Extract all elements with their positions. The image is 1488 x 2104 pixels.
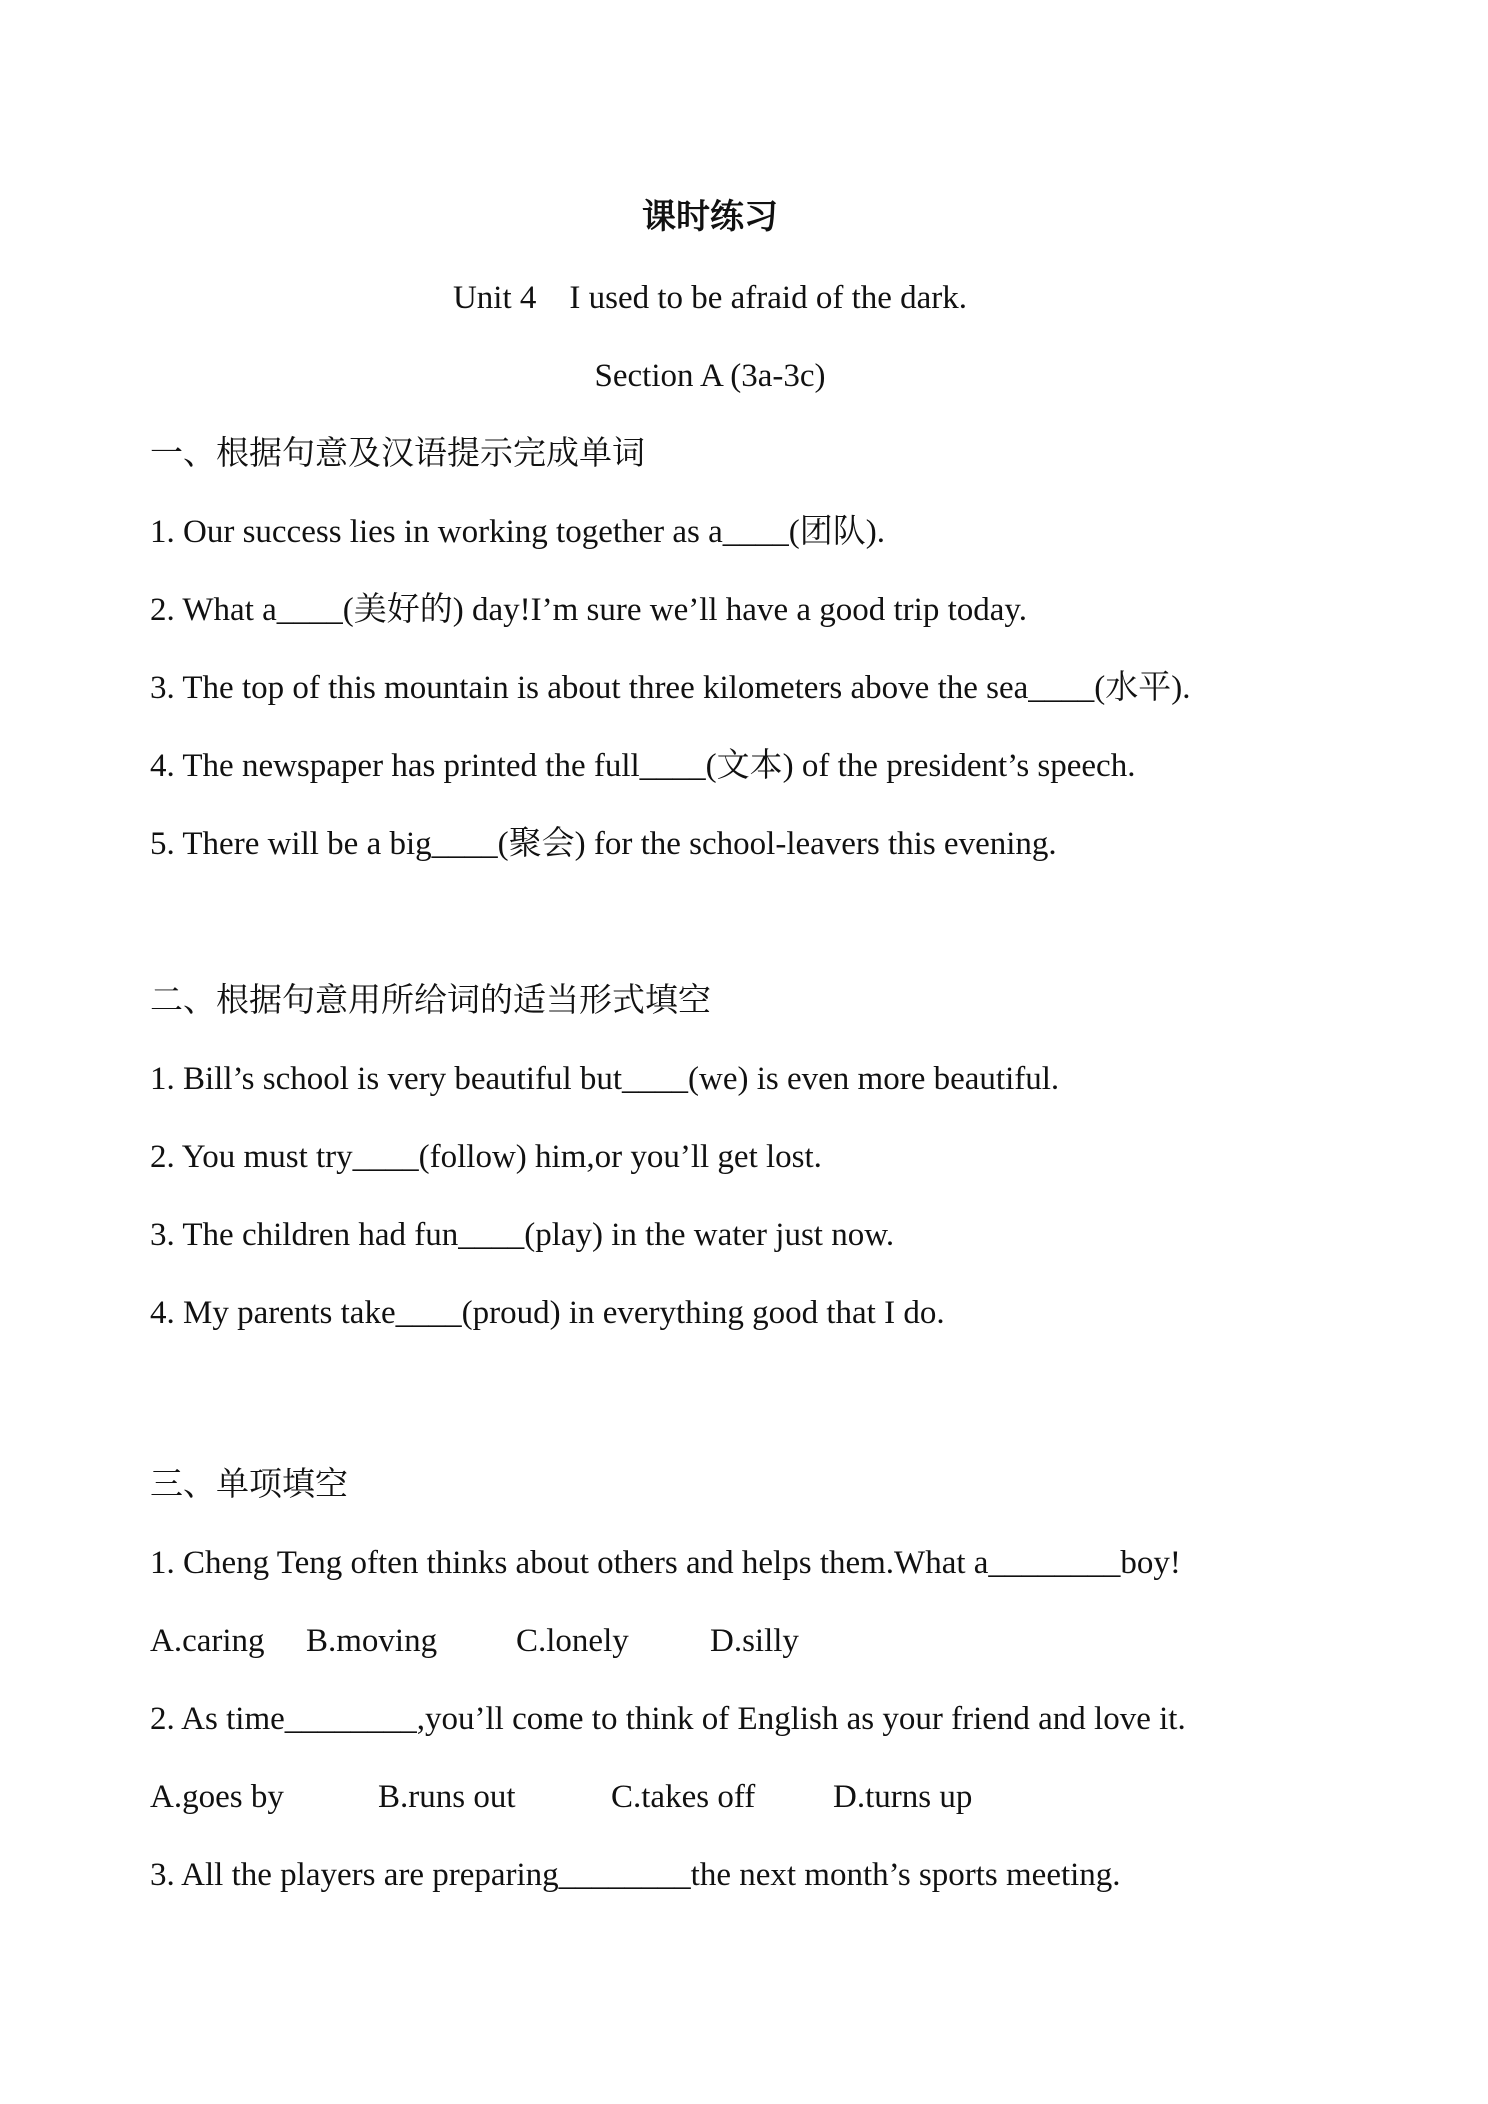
part2-item: 2. You must try____(follow) him,or you’ll get lost. [150, 1139, 822, 1175]
unit-title: Unit 4 I used to be afraid of the dark. [452, 280, 968, 316]
part2-item: 4. My parents take____(proud) in everything good that I do. [150, 1295, 945, 1331]
q1-option-c: C.lonely [516, 1623, 629, 1659]
q1-option-b: B.moving [306, 1623, 438, 1659]
part1-item: 4. The newspaper has printed the full____(文本) of the president’s speech. [150, 748, 1136, 784]
part3-question-stem: 2. As time________,you’ll come to think of English as your friend and love it. [150, 1701, 1186, 1737]
part1-heading: 一、根据句意及汉语提示完成单词 [150, 436, 645, 472]
q1-option-a: A.caring [150, 1623, 265, 1659]
part1-item: 5. There will be a big____(聚会) for the school-leavers this evening. [150, 826, 1057, 862]
q2-option-a: A.goes by [150, 1779, 284, 1815]
part2-item: 3. The children had fun____(play) in the water just now. [150, 1217, 895, 1253]
part1-item: 3. The top of this mountain is about three kilometers above the sea____(水平). [150, 670, 1191, 706]
q2-option-b: B.runs out [378, 1779, 516, 1815]
section-title: Section A (3a-3c) [594, 358, 826, 394]
part3-question-stem: 1. Cheng Teng often thinks about others and helps them.What a________boy! [150, 1545, 1181, 1581]
q1-option-d: D.silly [710, 1623, 799, 1659]
part2-heading: 二、根据句意用所给词的适当形式填空 [150, 983, 711, 1019]
part1-item: 1. Our success lies in working together as a____(团队). [150, 514, 886, 550]
document-title: 课时练习 [642, 199, 778, 236]
part3-heading: 三、单项填空 [150, 1467, 348, 1503]
part1-item: 2. What a____(美好的) day!I’m sure we’ll have a good trip today. [150, 592, 1027, 628]
part2-item: 1. Bill’s school is very beautiful but____(we) is even more beautiful. [150, 1061, 1060, 1097]
q2-option-c: C.takes off [611, 1779, 756, 1815]
q2-option-d: D.turns up [833, 1779, 973, 1815]
part3-question-stem: 3. All the players are preparing________the next month’s sports meeting. [150, 1857, 1121, 1893]
